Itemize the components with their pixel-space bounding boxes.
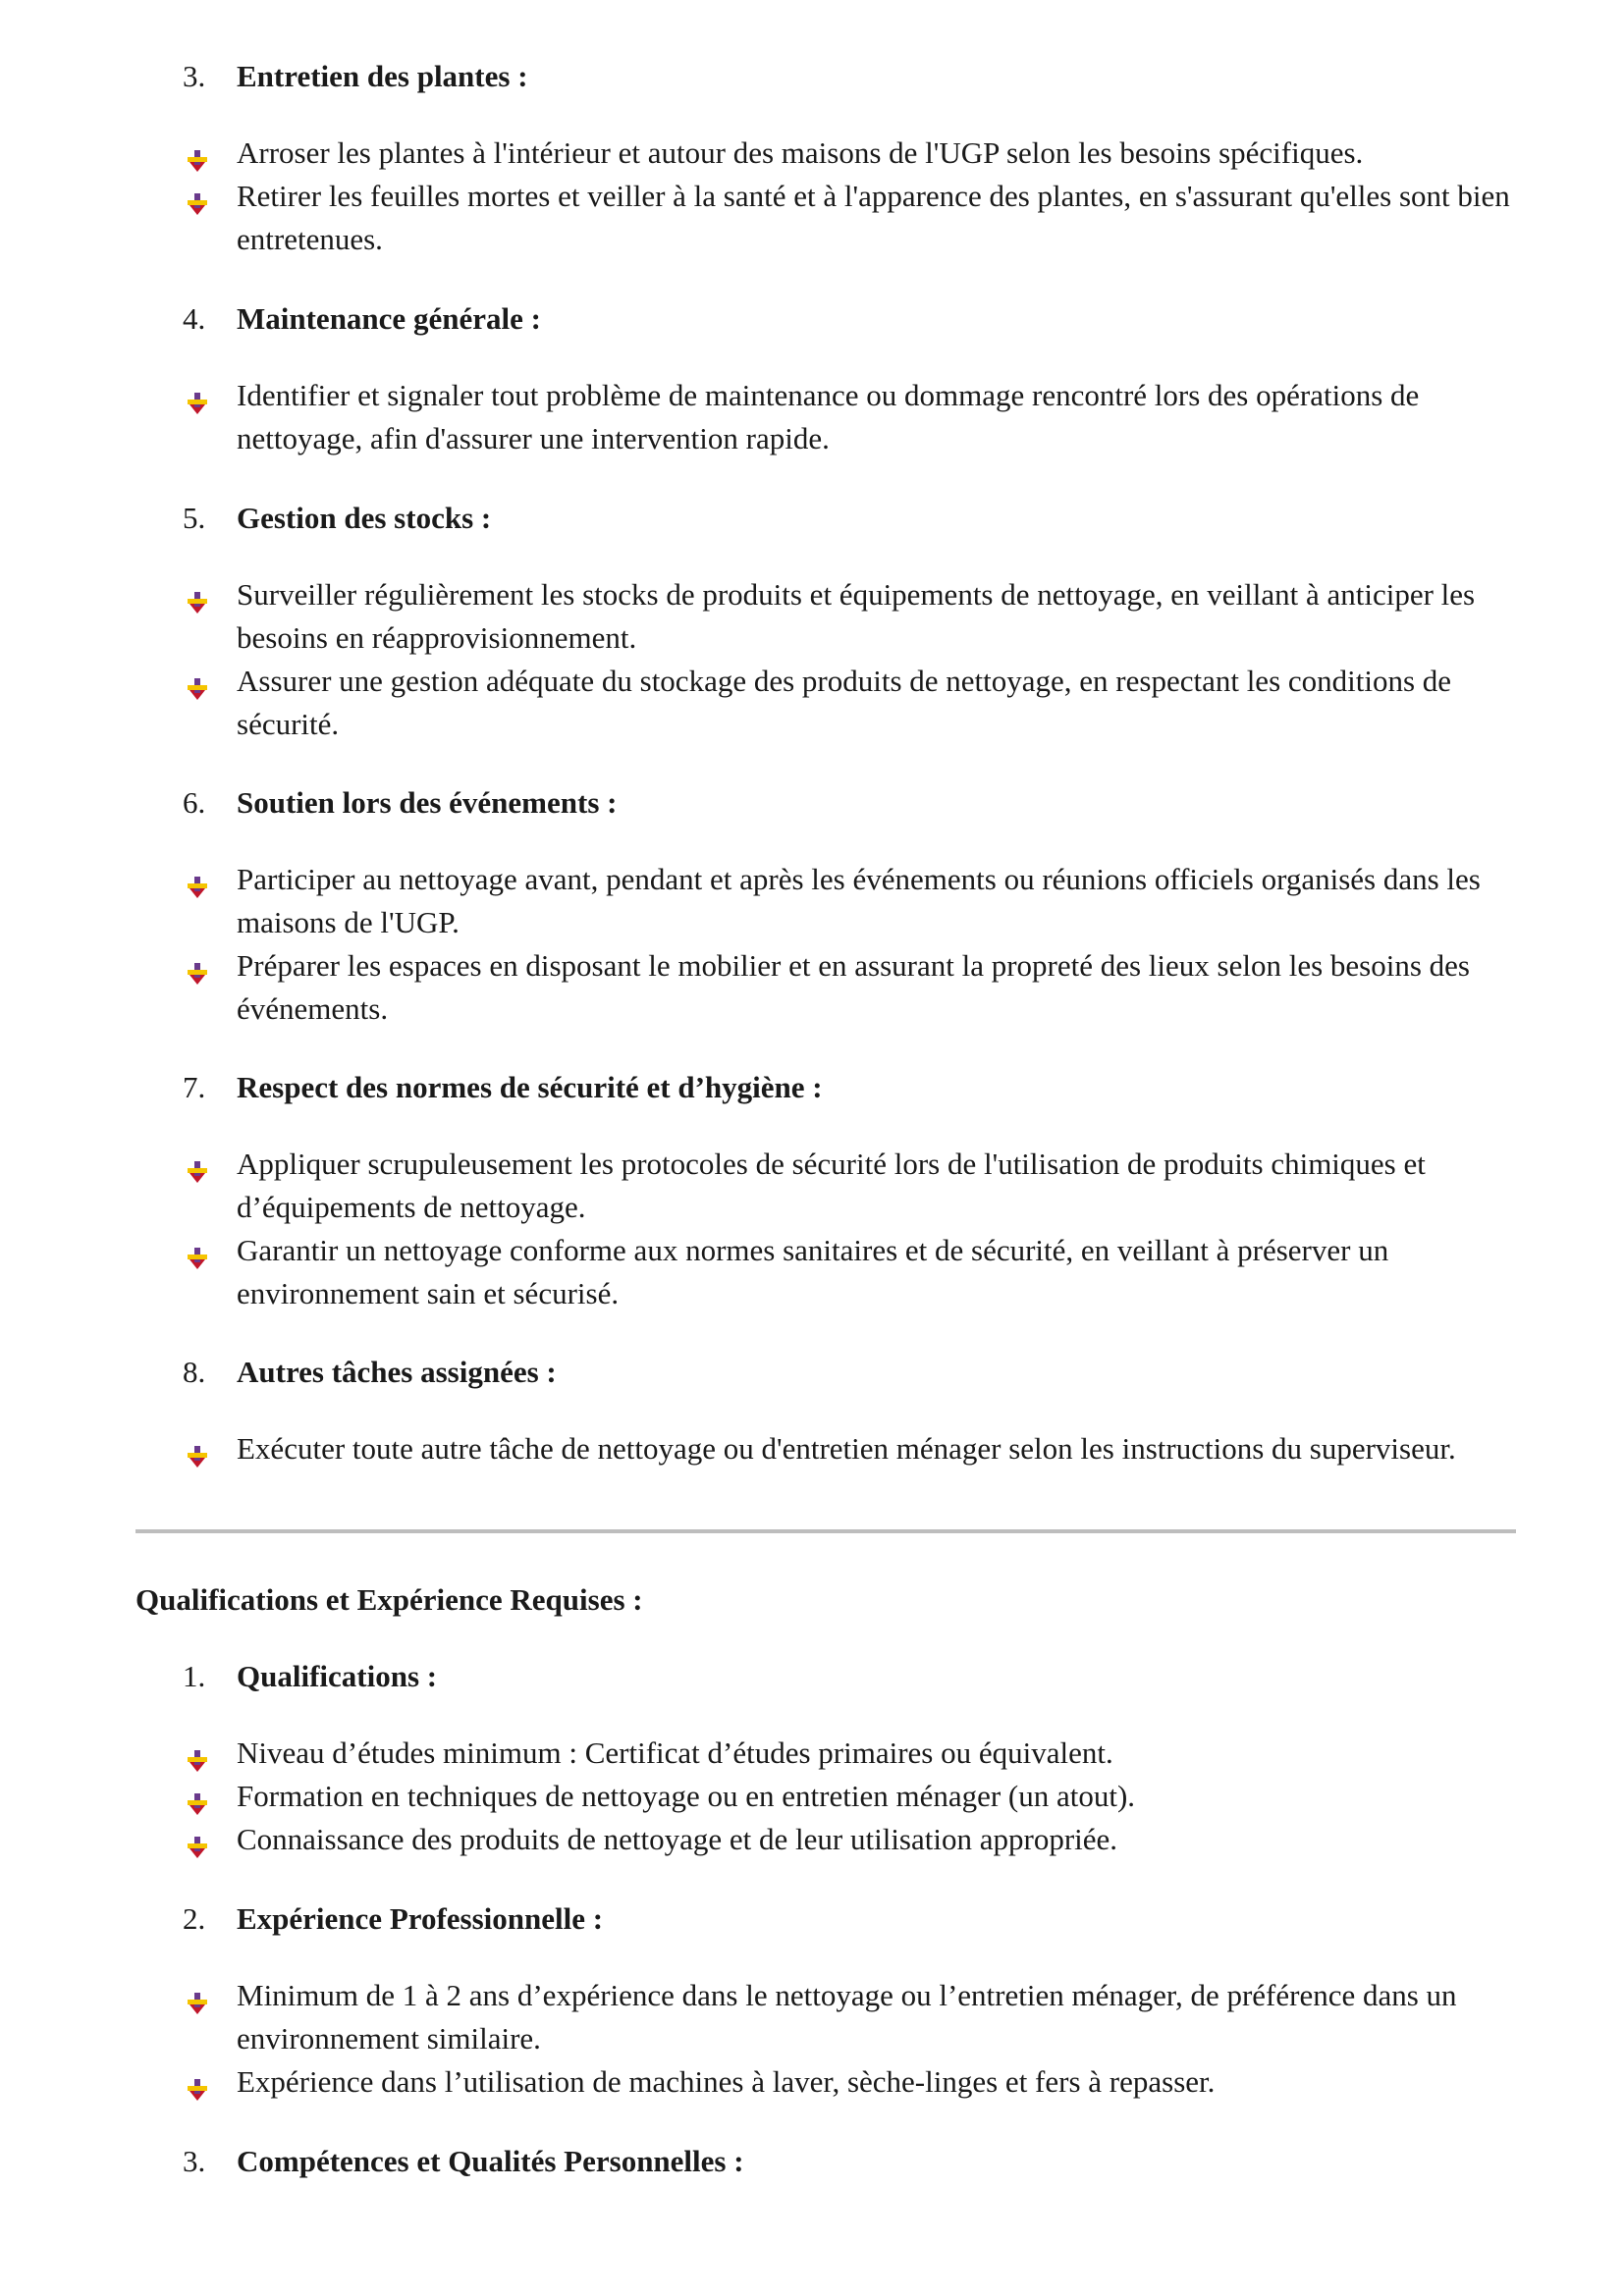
section-number: 8. xyxy=(183,1355,206,1389)
section-title: Gestion des stocks : xyxy=(237,501,492,535)
list-item: Participer au nettoyage avant, pendant et après les événements ou réunions officiels organisés dans les maisons de l'UGP. xyxy=(183,858,1538,944)
section-7-heading xyxy=(183,1066,823,1109)
section-title: Compétences et Qualités Personnelles : xyxy=(237,2144,744,2178)
list-item: Niveau d’études minimum : Certificat d’études primaires ou équivalent. xyxy=(183,1732,1538,1775)
section-title: Expérience Professionnelle : xyxy=(237,1901,604,1936)
section-3-heading xyxy=(183,55,528,98)
arrow-down-bullet-icon xyxy=(186,1828,209,1851)
section-title: Autres tâches assignées : xyxy=(237,1355,557,1389)
list-item: Formation en techniques de nettoyage ou en entretien ménager (un atout). xyxy=(183,1775,1538,1818)
section-title: Qualifications : xyxy=(237,1659,438,1693)
arrow-down-bullet-icon xyxy=(186,669,209,693)
section-8-heading xyxy=(183,1351,557,1394)
section-number: 3. xyxy=(183,59,206,93)
list-item: Arroser les plantes à l'intérieur et autour des maisons de l'UGP selon les besoins spécifiques. xyxy=(183,132,1538,175)
horizontal-divider xyxy=(135,1529,1516,1533)
section-number: 5. xyxy=(183,501,206,535)
section-5-list xyxy=(183,573,1538,746)
section-5-heading xyxy=(183,497,491,540)
arrow-down-bullet-icon xyxy=(186,1152,209,1176)
section-6-heading xyxy=(183,781,617,825)
section-number: 3. xyxy=(183,2144,206,2178)
experience-list xyxy=(183,1974,1538,2104)
qualifications-list xyxy=(183,1732,1538,1861)
list-item: Identifier et signaler tout problème de maintenance ou dommage rencontré lors des opérations de nettoyage, afin d'assurer une intervention rapide. xyxy=(183,374,1538,460)
section-number: 1. xyxy=(183,1659,206,1693)
arrow-down-bullet-icon xyxy=(186,583,209,607)
list-item: Assurer une gestion adéquate du stockage des produits de nettoyage, en respectant les conditions de sécurité. xyxy=(183,660,1538,746)
section-8-list xyxy=(183,1427,1538,1470)
arrow-down-bullet-icon xyxy=(186,185,209,208)
section-title: Respect des normes de sécurité et d’hygiène : xyxy=(237,1070,823,1104)
qualifications-section-3-heading xyxy=(183,2140,744,2183)
section-number: 4. xyxy=(183,301,206,336)
section-3-list xyxy=(183,132,1538,261)
arrow-down-bullet-icon xyxy=(186,2070,209,2094)
section-number: 2. xyxy=(183,1901,206,1936)
list-item: Connaissance des produits de nettoyage et de leur utilisation appropriée. xyxy=(183,1818,1538,1861)
section-4-heading xyxy=(183,297,541,341)
arrow-down-bullet-icon xyxy=(186,1437,209,1461)
section-4-list xyxy=(183,374,1538,460)
list-item: Minimum de 1 à 2 ans d’expérience dans le nettoyage ou l’entretien ménager, de préférence dans un environnement similaire. xyxy=(183,1974,1538,2060)
list-item: Appliquer scrupuleusement les protocoles de sécurité lors de l'utilisation de produits chimiques et d’équipements de nettoyage. xyxy=(183,1143,1538,1229)
list-item: Expérience dans l’utilisation de machines à laver, sèche-linges et fers à repasser. xyxy=(183,2060,1538,2104)
section-number: 6. xyxy=(183,785,206,820)
qualifications-section-1-heading xyxy=(183,1655,437,1698)
arrow-down-bullet-icon xyxy=(186,868,209,891)
arrow-down-bullet-icon xyxy=(186,141,209,165)
arrow-down-bullet-icon xyxy=(186,384,209,407)
section-title: Soutien lors des événements : xyxy=(237,785,618,820)
section-number: 7. xyxy=(183,1070,206,1104)
section-title: Maintenance générale : xyxy=(237,301,541,336)
section-title: Entretien des plantes : xyxy=(237,59,528,93)
arrow-down-bullet-icon xyxy=(186,1239,209,1262)
section-6-list xyxy=(183,858,1538,1031)
section-7-list xyxy=(183,1143,1538,1315)
list-item: Surveiller régulièrement les stocks de produits et équipements de nettoyage, en veillant à anticiper les besoins en réapprovisionnement. xyxy=(183,573,1538,660)
list-item: Exécuter toute autre tâche de nettoyage ou d'entretien ménager selon les instructions du superviseur. xyxy=(183,1427,1538,1470)
arrow-down-bullet-icon xyxy=(186,1785,209,1808)
arrow-down-bullet-icon xyxy=(186,1741,209,1765)
list-item: Retirer les feuilles mortes et veiller à la santé et à l'apparence des plantes, en s'assurant qu'elles sont bien entretenues. xyxy=(183,175,1538,261)
arrow-down-bullet-icon xyxy=(186,1984,209,2007)
list-item: Garantir un nettoyage conforme aux normes sanitaires et de sécurité, en veillant à préserver un environnement sain et sécurisé. xyxy=(183,1229,1538,1315)
arrow-down-bullet-icon xyxy=(186,954,209,978)
list-item: Préparer les espaces en disposant le mobilier et en assurant la propreté des lieux selon les besoins des événements. xyxy=(183,944,1538,1031)
qualifications-heading: Qualifications et Expérience Requises : xyxy=(135,1582,643,1617)
qualifications-section-2-heading xyxy=(183,1897,603,1941)
